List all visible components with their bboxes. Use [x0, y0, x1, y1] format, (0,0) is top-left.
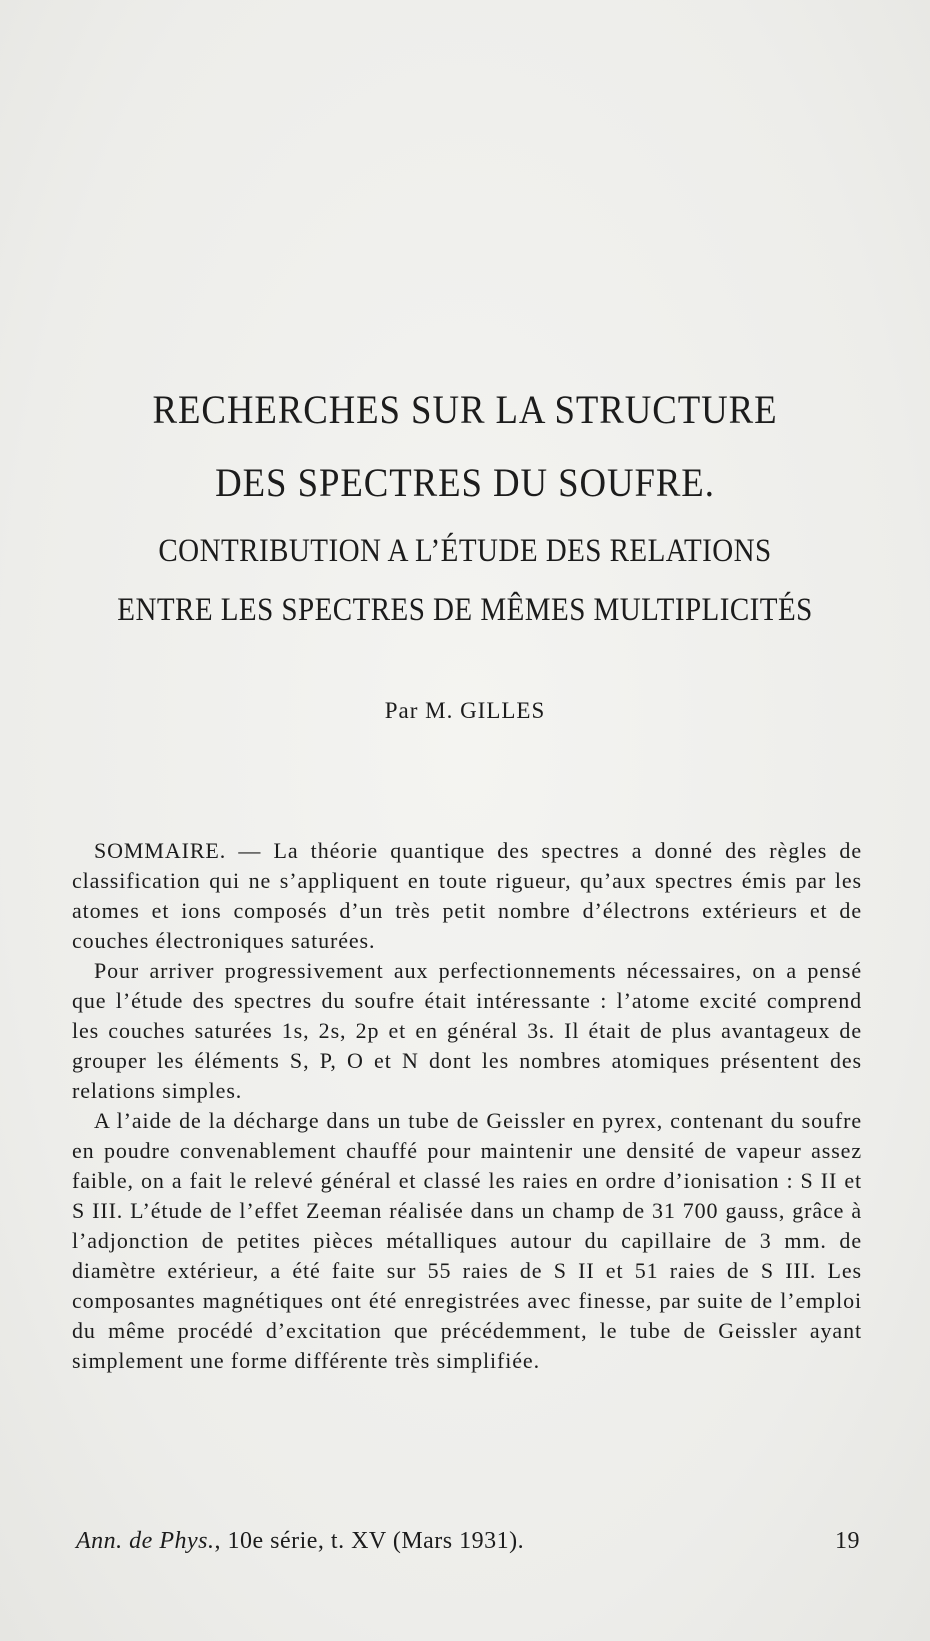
page-number: 19	[835, 1528, 860, 1554]
abstract-text-1: La théorie quantique des spectres a donné des règles de classification qui ne s’appliquent en toute rigueur, qu’aux spectres émis par les atomes et ions composés d’un très petit nombre d’électrons extérieurs et de couches électroniques saturées.	[72, 838, 862, 953]
abstract	[72, 836, 862, 1376]
journal-citation	[76, 1528, 524, 1555]
abstract-label: SOMMAIRE. —	[94, 838, 262, 863]
abstract-paragraph-2: Pour arriver progressivement aux perfectionnements nécessaires, on a pensé que l’étude des spectres du soufre était intéressante : l’atome excité comprend les couches saturées 1s, 2s, 2p et en général 3s. Il était de plus avantageux de grouper les éléments S, P, O et N dont les nombres atomiques présentent des relations simples.	[72, 958, 862, 1103]
journal-details: , 10e série, t. XV (Mars 1931).	[214, 1528, 525, 1554]
title-line-1: RECHERCHES SUR LA STRUCTURE	[152, 387, 778, 432]
abstract-paragraph-1	[72, 836, 862, 956]
author-byline: Par M. GILLES	[384, 698, 546, 723]
title-line-2: DES SPECTRES DU SOUFRE.	[215, 460, 715, 505]
subtitle-line-2: ENTRE LES SPECTRES DE MÊMES MULTIPLICITÉS	[117, 592, 813, 628]
subtitle-line-1: CONTRIBUTION A L’ÉTUDE DES RELATIONS	[158, 533, 772, 569]
journal-name: Ann. de Phys.	[76, 1528, 215, 1554]
abstract-paragraph-3: A l’aide de la décharge dans un tube de Geissler en pyrex, contenant du soufre en poudre convenablement chauffé pour maintenir une densité de vapeur assez faible, on a fait le relevé général et classé les raies en ordre d’ionisation : S II et S III. L’étude de l’effet Zeeman réalisée dans un champ de 31 700 gauss, grâce à l’adjonction de petites pièces métalliques autour du capillaire de 3 mm. de diamètre extérieur, a été faite sur 55 raies de S II et 51 raies de S III. Les composantes magnétiques ont été enregistrées avec finesse, par suite de l’emploi du même procédé d’excitation que précédemment, le tube de Geissler ayant simplement une forme différente très simplifiée.	[72, 1108, 862, 1373]
